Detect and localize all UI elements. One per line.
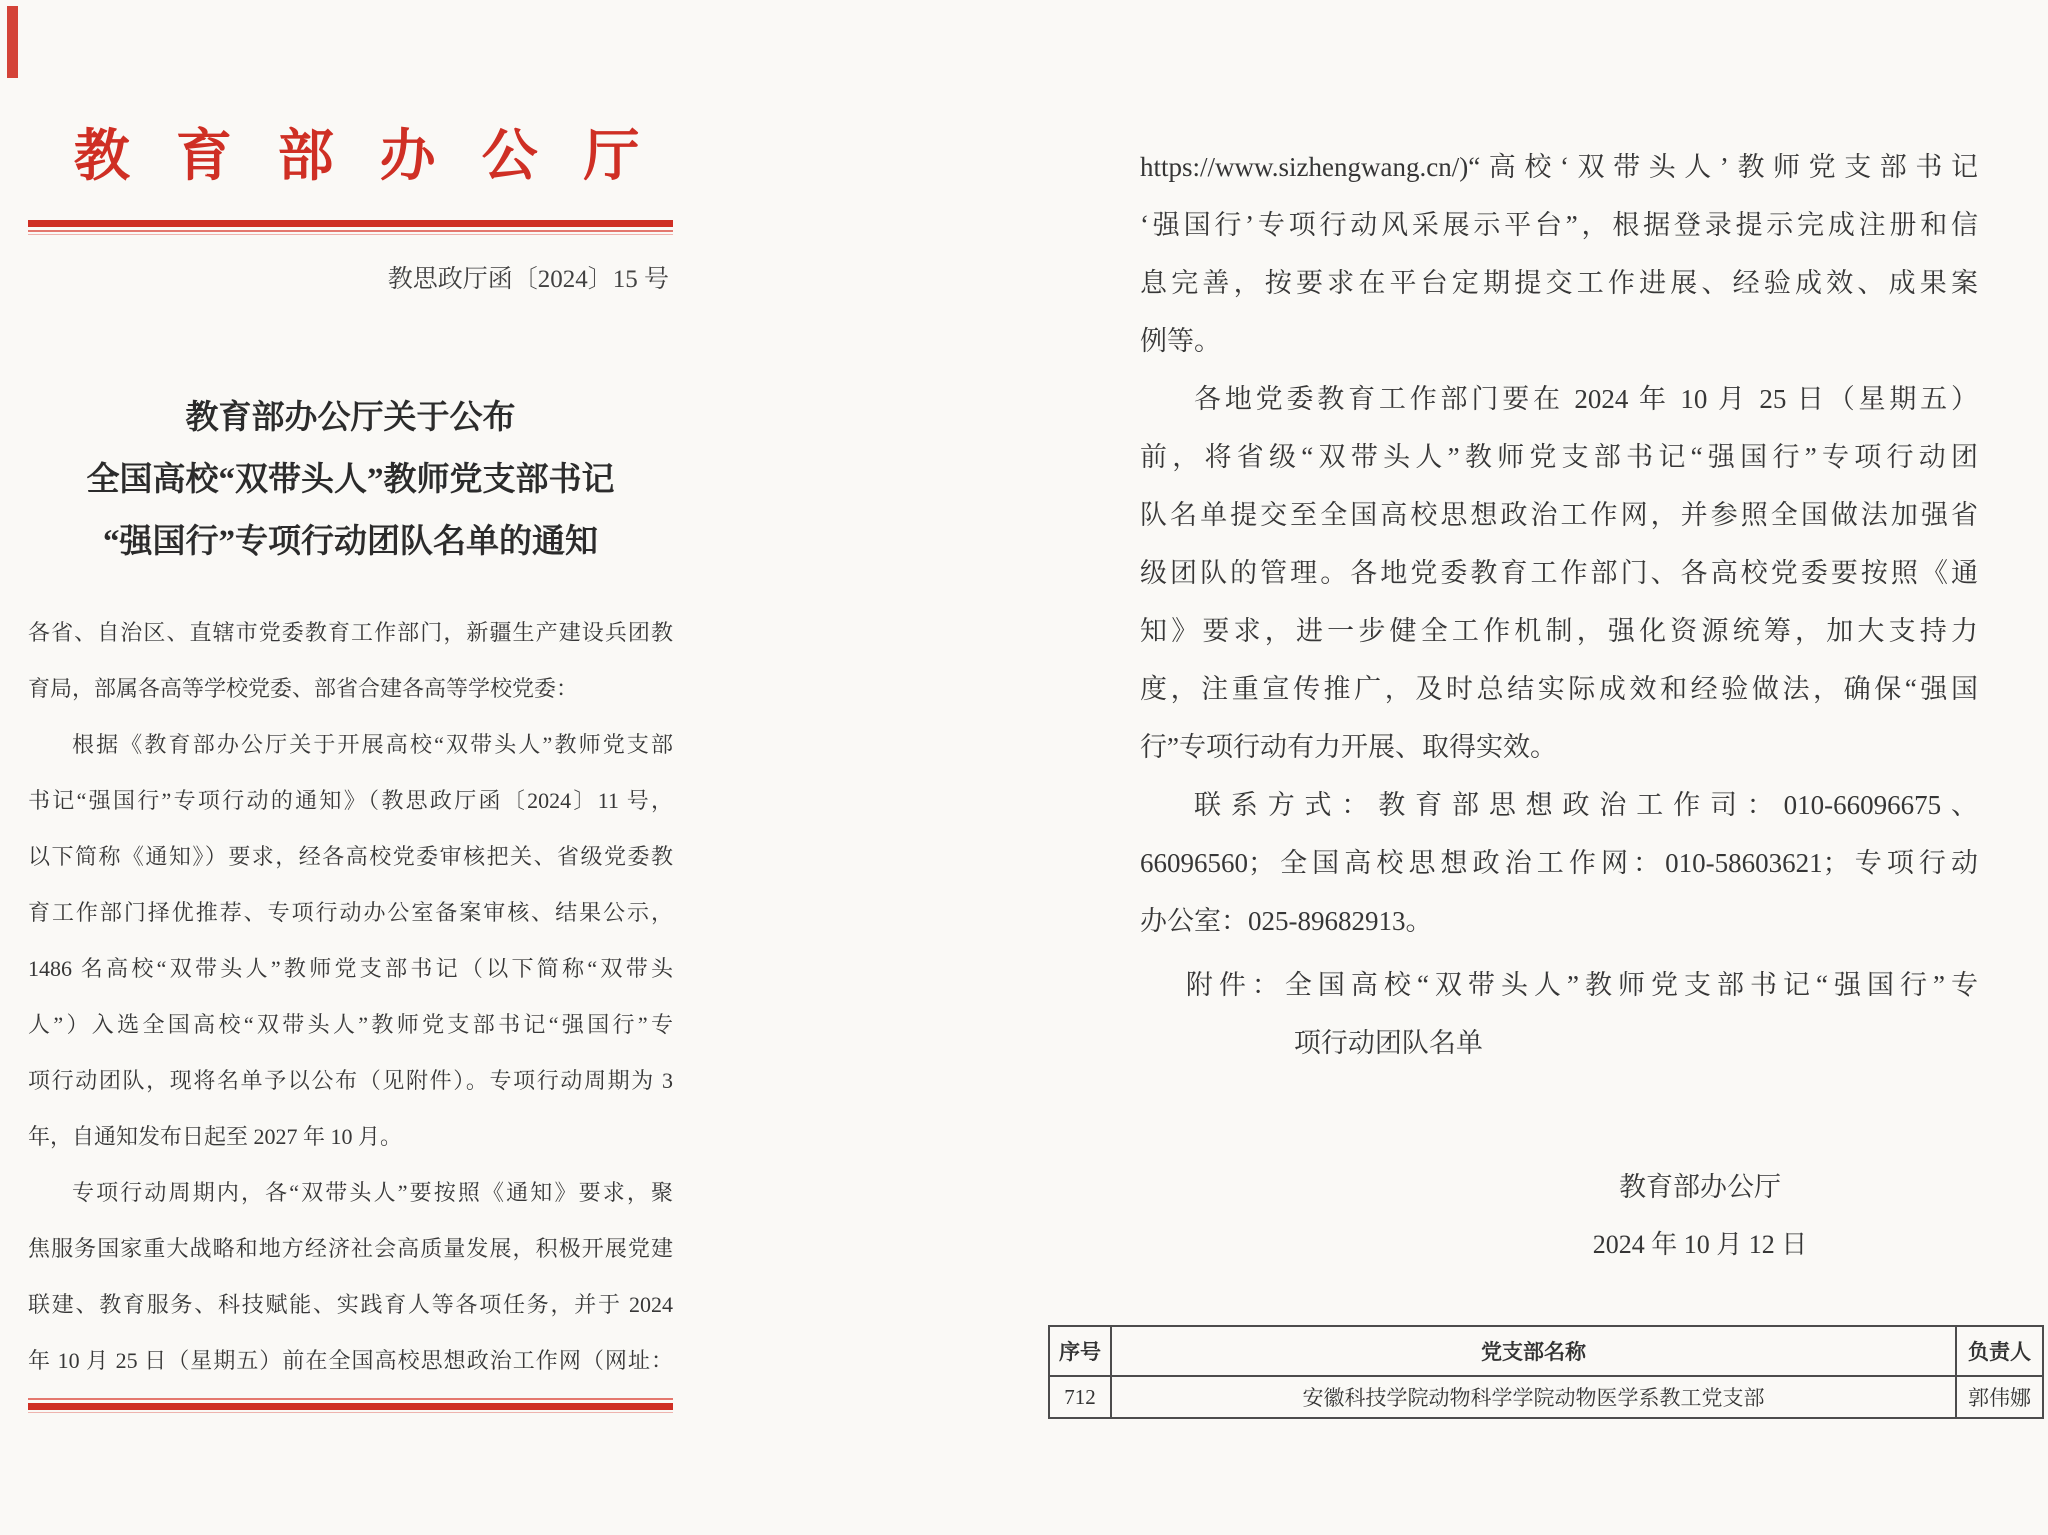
notice-title: [28, 387, 673, 573]
body-line: 队名单提交至全国高校思想政治工作网，并参照全国做法加强省: [1140, 500, 1978, 530]
roster-header-no: 序号: [1049, 1326, 1111, 1376]
notice-title-line: 教育部办公厅关于公布: [185, 400, 516, 436]
body-line: 人”）入选全国高校“双带头人”教师党支部书记“强国行”专: [28, 1012, 673, 1037]
body-line: 度，注重宣传推广，及时总结实际成效和经验做法，确保“强国: [1140, 674, 1978, 704]
body-line: 知》要求，进一步健全工作机制，强化资源统筹，加大支持力: [1140, 616, 1978, 646]
roster-table: [1048, 1325, 2044, 1419]
body-line: 前，将省级“双带头人”教师党支部书记“强国行”专项行动团: [1140, 442, 1978, 472]
body-line: 办公室：025-89682913。: [1140, 906, 1433, 936]
body-line: 联系方式：教育部思想政治工作司：010-66096675、: [1194, 790, 1978, 820]
notice-title-line: 全国高校“双带头人”教师党支部书记: [86, 462, 615, 498]
notice-body-right: [1140, 138, 1978, 950]
body-line: 根据《教育部办公厅关于开展高校“双带头人”教师党支部: [72, 732, 673, 757]
document-number: 教思政厅函〔2024〕15 号: [387, 266, 669, 293]
roster-cell-no: 712: [1049, 1376, 1111, 1418]
roster-header-leader: 负责人: [1956, 1326, 2043, 1376]
body-line: https://www.sizhengwang.cn/)“高校‘双带头人’教师党支部书记: [1140, 152, 1978, 182]
body-line: 育工作部门择优推荐、专项行动办公室备案审核、结果公示，: [28, 900, 673, 925]
body-line: 以下简称《通知》）要求，经各高校党委审核把关、省级党委教: [28, 844, 673, 869]
roster-header-row: [1049, 1326, 2043, 1376]
body-line: 年，自通知发布日起至 2027 年 10 月。: [28, 1124, 403, 1149]
body-line: ‘强国行’专项行动风采展示平台”，根据登录提示完成注册和信: [1140, 210, 1978, 240]
letterhead-red-rule: [28, 220, 673, 235]
letterhead-title: 教育部办公厅: [73, 126, 686, 188]
body-line: 书记“强国行”专项行动的通知》（教思政厅函〔2024〕11 号，: [28, 788, 673, 813]
roster-cell-branch: 安徽科技学院动物科学学院动物医学系教工党支部: [1111, 1376, 1956, 1418]
body-line: 年 10 月 25 日（星期五）前在全国高校思想政治工作网（网址：: [28, 1348, 673, 1373]
body-line: 息完善，按要求在平台定期提交工作进展、经验成效、成果案: [1140, 268, 1978, 298]
notice-body-left: [28, 605, 673, 1389]
table-row: [1049, 1376, 2043, 1418]
body-line: 育局，部属各高等学校党委、部省合建各高等学校党委：: [28, 676, 579, 701]
body-line: 级团队的管理。各地党委教育工作部门、各高校党委要按照《通: [1140, 558, 1978, 588]
body-line: 焦服务国家重大战略和地方经济社会高质量发展，积极开展党建: [28, 1236, 673, 1261]
body-line: 专项行动周期内，各“双带头人”要按照《通知》要求，聚: [72, 1180, 673, 1205]
scan-edge-mark: [7, 6, 18, 78]
footer-red-rule: [28, 1398, 673, 1413]
notice-title-line: “强国行”专项行动团队名单的通知: [103, 524, 598, 560]
body-line: 行”专项行动有力开展、取得实效。: [1140, 732, 1557, 762]
signature-date: 2024 年 10 月 12 日: [1592, 1230, 1808, 1259]
roster-header-branch: 党支部名称: [1111, 1326, 1956, 1376]
attachment-note: [1140, 956, 1978, 1072]
body-line: 项行动团队，现将名单予以公布（见附件）。专项行动周期为 3: [28, 1068, 673, 1093]
attachment-line: 项行动团队名单: [1293, 1028, 1483, 1058]
body-line: 1486 名高校“双带头人”教师党支部书记（以下简称“双带头: [28, 956, 673, 981]
body-line: 各省、自治区、直辖市党委教育工作部门，新疆生产建设兵团教: [28, 620, 673, 645]
page-left: [28, 0, 686, 1389]
body-line: 联建、教育服务、科技赋能、实践育人等各项任务，并于 2024: [28, 1292, 673, 1317]
attachment-line: 附件：全国高校“双带头人”教师党支部书记“强国行”专: [1185, 970, 1978, 1000]
roster-cell-leader: 郭伟娜: [1956, 1376, 2043, 1418]
signature-org: 教育部办公厅: [1619, 1172, 1781, 1202]
page-right: [1140, 0, 1978, 1072]
body-line: 66096560；全国高校思想政治工作网：010-58603621；专项行动: [1140, 848, 1978, 878]
body-line: 例等。: [1140, 326, 1221, 356]
body-line: 各地党委教育工作部门要在 2024 年 10 月 25 日（星期五）: [1194, 384, 1978, 414]
